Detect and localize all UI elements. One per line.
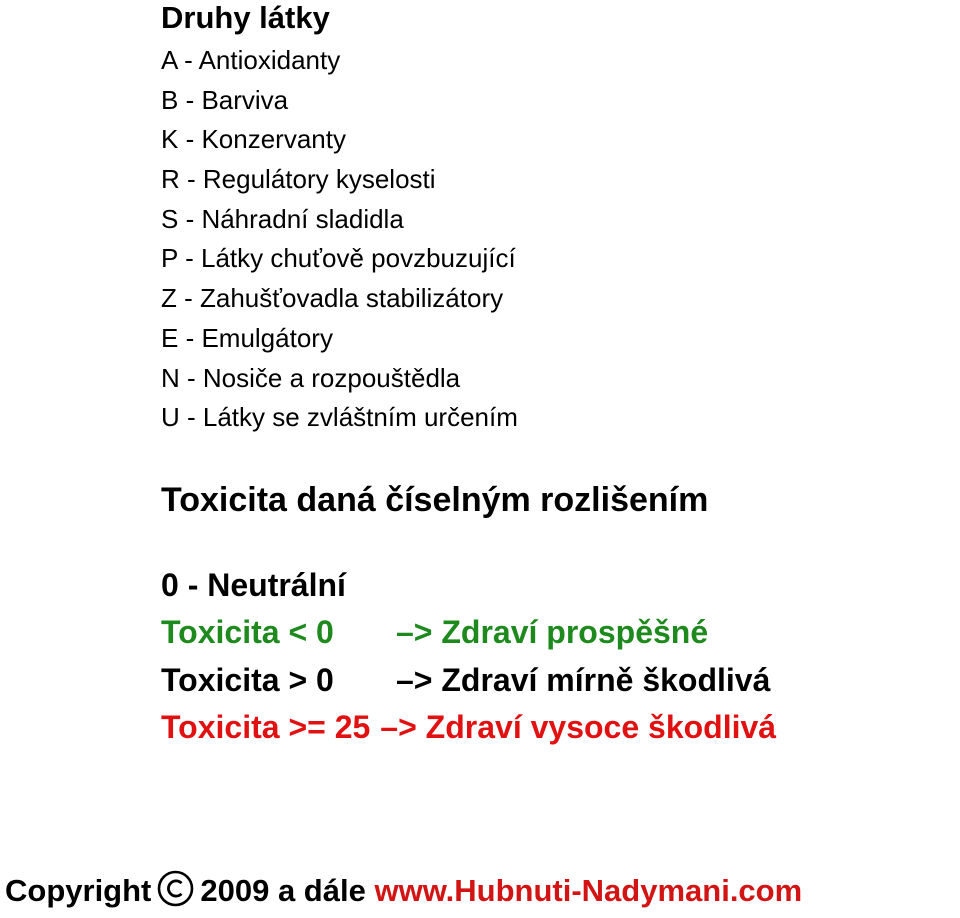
level-mild-result: –> Zdraví mírně škodlivá (396, 661, 771, 698)
level-beneficial-result: –> Zdraví prospěšné (396, 614, 709, 651)
copyright-icon (157, 870, 194, 907)
list-item: E - Emulgátory (161, 322, 333, 353)
site-link[interactable]: www.Hubnuti-Nadymani.com (374, 873, 803, 908)
substance-type-list (161, 41, 951, 438)
list-item: K - Konzervanty (161, 124, 346, 155)
copyright-year: 2009 a dále (200, 873, 366, 908)
list-item: B - Barviva (161, 84, 289, 115)
list-item: S - Náhradní sladidla (161, 203, 404, 234)
page-title: Druhy látky (161, 0, 330, 35)
level-mild (161, 657, 951, 705)
level-mild-condition: Toxicita > 0 (161, 661, 334, 698)
list-item: Z - Zahušťovadla stabilizátory (161, 283, 504, 314)
list-item: U - Látky se zvláštním určením (161, 402, 518, 433)
level-beneficial (161, 609, 951, 657)
document (161, 0, 951, 752)
list-item: A - Antioxidanty (161, 45, 341, 75)
copyright-label: Copyright (5, 873, 152, 908)
level-neutral (161, 562, 951, 610)
level-neutral-label: 0 - Neutrální (161, 566, 346, 603)
list-item: P - Látky chuťově povzbuzující (161, 243, 516, 274)
level-beneficial-condition: Toxicita < 0 (161, 614, 334, 651)
level-high-condition: Toxicita >= 25 (161, 709, 371, 746)
list-item: N - Nosiče a rozpouštědla (161, 362, 461, 393)
footer (5, 870, 802, 911)
level-high-result: –> Zdraví vysoce škodlivá (380, 709, 777, 746)
toxicity-level-list (161, 562, 951, 752)
level-high (161, 704, 951, 752)
toxicity-heading: Toxicita daná číselným rozlišením (161, 480, 709, 519)
list-item: R - Regulátory kyselosti (161, 164, 436, 195)
